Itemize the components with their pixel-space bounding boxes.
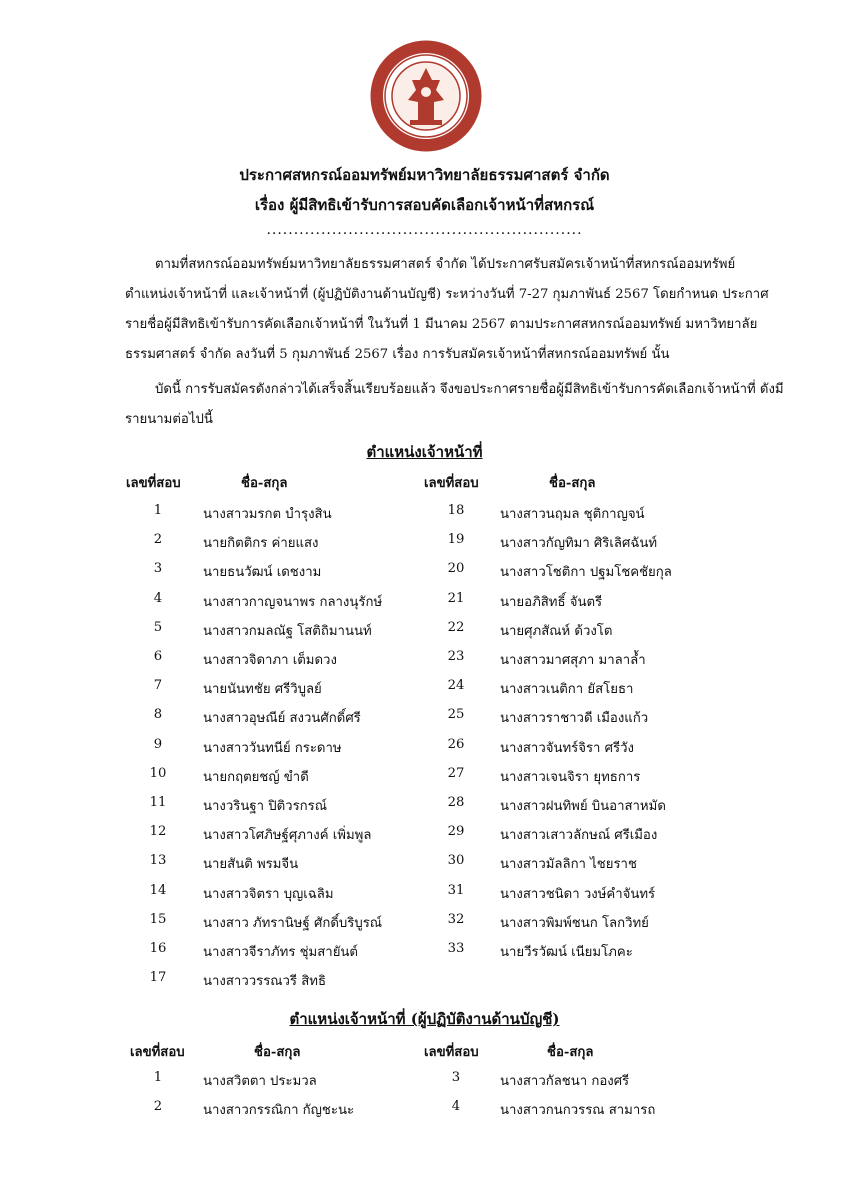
table-row — [0, 707, 849, 735]
candidate-number: 3 — [451, 1070, 461, 1085]
table-row — [0, 883, 849, 911]
candidate-number: 1 — [153, 1070, 163, 1085]
candidate-name: นางสวิตตา ประมวล — [203, 1074, 317, 1089]
candidate-number: 2 — [153, 1099, 163, 1114]
candidate-number: 26 — [447, 736, 465, 752]
candidate-number: 33 — [447, 941, 465, 956]
candidate-name: นางสาว ภัทรานิษฐ์ ศักดิ์บริบูรณ์ — [203, 915, 383, 931]
table-row — [0, 649, 849, 677]
candidate-number: 12 — [149, 824, 167, 840]
candidate-name: นายวีรวัฒน์ เนียมโภคะ — [500, 945, 633, 960]
candidate-number: 5 — [153, 619, 163, 635]
candidate-number: 17 — [149, 970, 167, 986]
candidate-name: นางสาวโศภิษฐ์ศุภางค์ เพิ่มพูล — [203, 828, 372, 844]
table-row — [0, 561, 849, 589]
candidate-name: นางสาวราชาวดี เมืองแก้ว — [500, 711, 649, 727]
candidate-name: นางสาวมรกต บำรุงสิน — [203, 507, 332, 522]
candidate-name: นางสาวจิตรา บุญเฉลิม — [203, 886, 334, 902]
candidate-number: 30 — [447, 853, 465, 869]
candidate-name: นางสาววันทนีย์ กระดาษ — [203, 740, 342, 756]
table-row — [0, 503, 849, 531]
candidate-number: 2 — [153, 532, 163, 548]
candidate-number: 6 — [153, 649, 163, 664]
announcement-subject: เรื่อง ผู้มีสิทธิเข้ารับการสอบคัดเลือกเจ้าหน้าที่สหกรณ์ — [254, 196, 595, 214]
candidate-name: นายกฤตยชญ์ ขำดี — [203, 769, 309, 785]
section-1-col-name-left: ชื่อ-สกุล — [241, 476, 288, 491]
candidate-number: 18 — [447, 503, 465, 518]
candidate-number: 23 — [447, 649, 465, 664]
candidate-name: นายธนวัฒน์ เดชงาม — [203, 565, 322, 581]
section-1-col-number-left: เลขที่สอบ — [126, 476, 181, 491]
candidate-number: 28 — [447, 795, 465, 810]
candidate-name: นางสาวอุษณีย์ สงวนศักดิ์ศรี — [203, 711, 361, 727]
candidate-number: 21 — [447, 590, 465, 606]
separator: .......................................................... — [266, 222, 583, 238]
candidate-name: นางวรินฐา ปิติวรกรณ์ — [203, 799, 327, 814]
candidate-name: นางสาวกัญทิมา ศิริเลิศฉันท์ — [500, 536, 658, 552]
section-2-col-number-left: เลขที่สอบ — [130, 1045, 185, 1060]
table-row — [0, 737, 849, 765]
candidate-name: นางสาวกาญจนาพร กลางนุรักษ์ — [203, 594, 383, 610]
table-row — [0, 853, 849, 881]
candidate-number: 11 — [149, 795, 167, 810]
candidate-number: 29 — [447, 824, 465, 840]
candidate-number: 8 — [153, 707, 163, 723]
table-row — [0, 678, 849, 706]
candidate-name: นายนันทชัย ศรีวิบูลย์ — [203, 682, 322, 698]
paragraph-1: ตามที่สหกรณ์ออมทรัพย์มหาวิทยาลัยธรรมศาสตร์ จำกัด ได้ประกาศรับสมัครเจ้าหน้าที่สหกรณ์ออมทรัพย์ ตำแหน่งเจ้าหน้าที่ และเจ้าหน้าที่ (ผู้ปฏิบัติงานด้านบัญชี) ระหว่างวันที่ 7-27 กุมภาพันธ์ 2567 โดยกำหนด ประกาศรายชื่อผู้มีสิทธิเข้ารับการคัดเลือกเจ้าหน้าที่ ในวันที่ 1 มีนาคม 2567 ตามประกาศสหกรณ์ออมทรัพย์ มหาวิทยาลัยธรรมศาสตร์ จำกัด ลงวันที่ 5 กุมภาพันธ์ 2567 เรื่อง การรับสมัครเจ้าหน้าที่สหกรณ์ออมทรัพย์ นั้น — [125, 257, 769, 362]
candidate-name: นางสาวมาศสุภา มาลาล้ำ — [500, 653, 646, 668]
candidate-name: นางสาวโชติกา ปฐมโชคชัยกุล — [500, 565, 672, 581]
section-2-col-number-right: เลขที่สอบ — [424, 1045, 479, 1060]
candidate-number: 13 — [149, 853, 167, 869]
candidate-number: 24 — [447, 678, 465, 694]
candidate-number: 16 — [149, 941, 167, 956]
table-row — [0, 824, 849, 852]
candidate-name: นางสาววรรณวรี สิทธิ — [203, 974, 326, 990]
candidate-name: นางสาวกัลชนา กองศรี — [500, 1074, 630, 1089]
candidate-number: 10 — [149, 765, 167, 781]
table-row — [0, 1099, 849, 1127]
announcement-title: ประกาศสหกรณ์ออมทรัพย์มหาวิทยาลัยธรรมศาสตร์ จำกัด — [239, 166, 610, 184]
table-row — [0, 795, 849, 823]
section-2-col-name-right: ชื่อ-สกุล — [547, 1045, 594, 1060]
table-row — [0, 532, 849, 560]
candidate-number: 15 — [149, 911, 167, 927]
paragraph-2: บัดนี้ การรับสมัครดังกล่าวได้เสร็จสิ้นเรียบร้อยแล้ว จึงขอประกาศรายชื่อผู้มีสิทธิเข้ารับการคัดเลือกเจ้าหน้าที่ ดังมีรายนามต่อไปนี้ — [125, 382, 784, 427]
candidate-number: 1 — [153, 503, 163, 518]
candidate-name: นางสาวฝนทิพย์ บินอาสาหมัด — [500, 799, 666, 814]
candidate-number: 27 — [447, 765, 465, 781]
candidate-number: 19 — [447, 532, 465, 548]
candidate-number: 4 — [451, 1099, 461, 1114]
candidate-number: 31 — [447, 882, 465, 898]
section-2-col-name-left: ชื่อ-สกุล — [254, 1045, 301, 1060]
candidate-name: นางสาวจันทร์จิรา ศรีวัง — [500, 740, 634, 756]
candidate-number: 22 — [447, 619, 465, 635]
section-2-title: ตำแหน่งเจ้าหน้าที่ (ผู้ปฏิบัติงานด้านบัญชี) — [289, 1010, 560, 1028]
candidate-name: นายกิตติกร ค่ายแสง — [203, 536, 319, 552]
candidate-name: นางสาวจีราภัทร ชุ่มสายันต์ — [203, 945, 358, 960]
section-1-title: ตำแหน่งเจ้าหน้าที่ — [366, 443, 483, 461]
university-seal-icon — [370, 40, 482, 152]
candidate-number: 20 — [447, 561, 465, 577]
table-row — [0, 591, 849, 619]
section-1-col-name-right: ชื่อ-สกุล — [549, 476, 596, 491]
candidate-name: นายศุภสัณห์ ด้วงโต — [500, 623, 613, 639]
table-row — [0, 912, 849, 940]
table-row — [0, 941, 849, 969]
candidate-name: นางสาวพิมพ์ชนก โลกวิทย์ — [500, 915, 649, 931]
candidate-number: 3 — [153, 561, 163, 577]
table-row — [0, 620, 849, 648]
candidate-name: นางสาวกมลณัฐ โสติถิมานนท์ — [203, 623, 372, 639]
candidate-name: นางสาวเนติกา ยัสโยธา — [500, 682, 634, 698]
table-row — [0, 1070, 849, 1098]
candidate-number: 4 — [153, 590, 163, 606]
candidate-number: 7 — [153, 678, 163, 694]
candidate-name: นางสาวจิดาภา เต็มดวง — [203, 653, 337, 668]
candidate-name: นางสาวกรรณิกา กัญชะนะ — [203, 1103, 355, 1118]
candidate-number: 9 — [153, 736, 163, 752]
table-row — [0, 970, 849, 998]
candidate-name: นางสาวมัลลิกา ไชยราช — [500, 857, 637, 873]
candidate-name: นายสันติ พรมจีน — [203, 857, 299, 873]
candidate-name: นางสาวเจนจิรา ยุทธการ — [500, 769, 641, 785]
candidate-number: 14 — [149, 882, 167, 898]
candidate-name: นายอภิสิทธิ์ จันตรี — [500, 594, 603, 610]
candidate-name: นางสาวกนกวรรณ สามารถ — [500, 1103, 656, 1118]
section-1-col-number-right: เลขที่สอบ — [424, 476, 479, 491]
candidate-number: 32 — [447, 911, 465, 927]
candidate-name: นางสาวชนิดา วงษ์คำจันทร์ — [500, 886, 656, 902]
table-row — [0, 766, 849, 794]
candidate-number: 25 — [447, 707, 465, 723]
candidate-name: นางสาวนฤมล ชุติกาญจน์ — [500, 507, 645, 522]
candidate-name: นางสาวเสาวลักษณ์ ศรีเมือง — [500, 828, 658, 844]
